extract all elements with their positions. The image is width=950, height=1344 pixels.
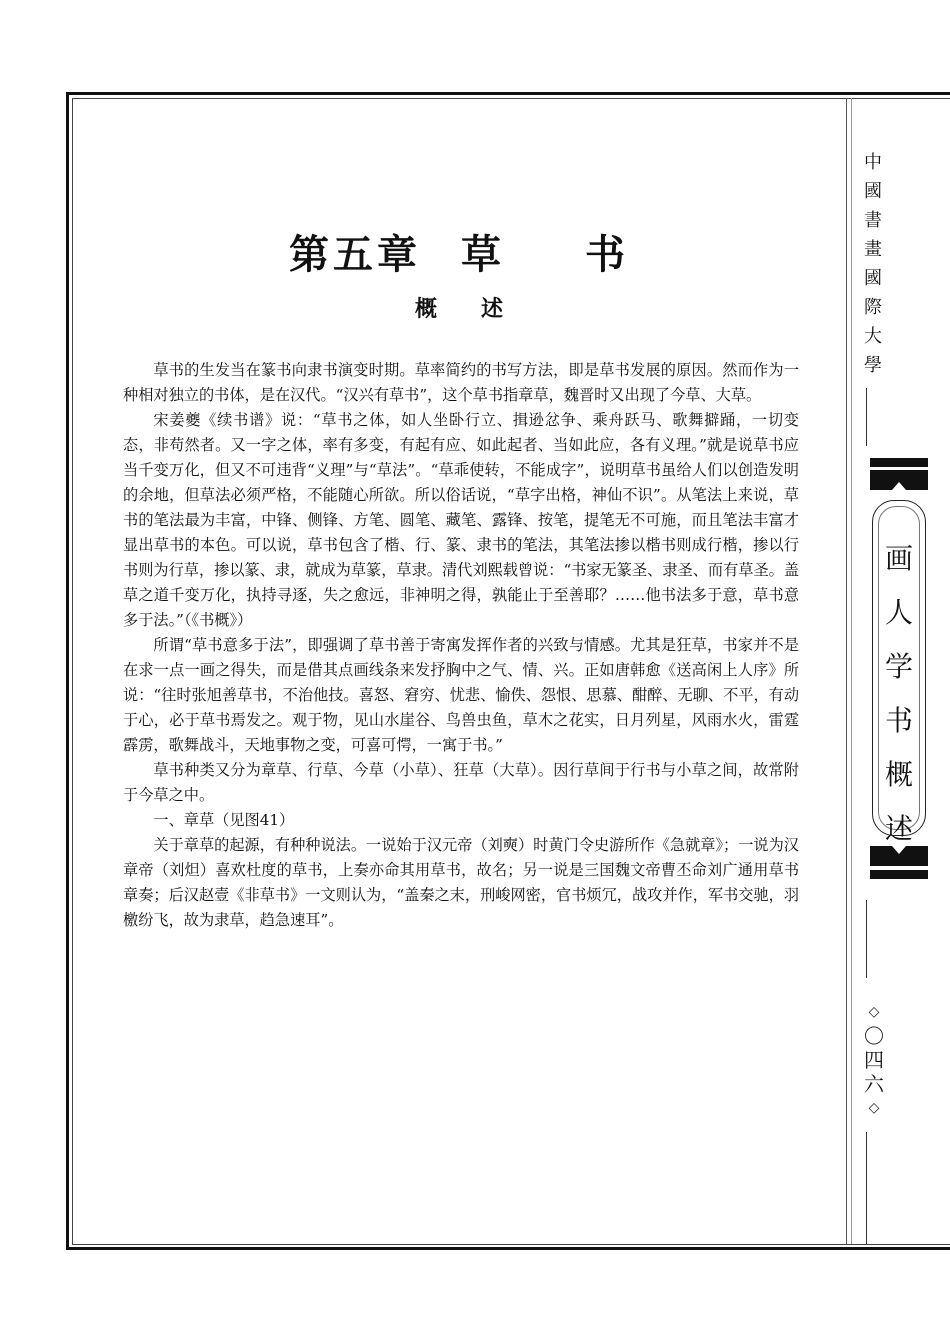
sidebar-divider [851,98,852,1244]
banner-title-char: 学 [884,650,913,683]
series-title-char: 國 [864,268,882,289]
paragraph: 所谓“草书意多于法”，即强调了草书善于寄寓发挥作者的兴致与情感。尤其是狂草，书家并不是在求一点一画之得失，而是借其点画线条来发抒胸中之气、情、兴。正如唐韩愈《送高闲上人序》所说：“往时张旭善草书，不治他技。喜怒、窘穷、忧悲、愉佚、怨恨、思慕、酣醉、无聊、不平，有动于心，必于草书焉发之。观于物，见山水崖谷、鸟兽虫鱼，草木之花实，日月列星，风雨水火，雷霆霹雳，歌舞战斗，天地事物之变，可喜可愕，一寓于书。” [123,636,800,754]
series-title-char: 中 [864,152,882,173]
banner-top-bar [870,458,928,467]
page-number-ornament: ◇ [868,1004,880,1020]
banner-bottom-cap [870,842,928,866]
series-title-char: 大 [864,326,882,347]
series-title-char: 書 [864,210,882,231]
paragraph: 草书种类又分为章草、行草、今草（小草）、狂草（大草）。因行草间于行书与小草之间，故常附于今草之中。 [123,761,799,804]
chapter-title-char: 书 [585,230,629,278]
chapter-title-char: 草 [461,230,505,278]
frame-inner-line [72,1244,950,1245]
banner-top-cap [870,470,928,494]
body-text [123,358,799,933]
banner-title-char: 书 [884,704,913,737]
series-title-char: 國 [864,181,882,202]
banner-title-char: 画 [884,542,913,575]
banner-title-char: 人 [884,596,913,629]
banner-bottom-bar [870,870,928,879]
sidebar-rule [866,900,867,978]
series-title-char: 畫 [864,239,882,260]
section-title: 概述 [414,296,547,322]
paragraph: 关于章草的起源，有种种说法。一说始于汉元帝（刘奭）时黄门令史游所作《急就章》；一说为汉章帝（刘炟）喜欢杜度的草书，上奏亦命其用草书，故名；另一说是三国魏文帝曹丕命刘广通用草书章奏；后汉赵壹《非草书》一文则认为，“盖秦之末，刑峻网密，官书烦冗，战攻并作，军书交驰，羽檄纷飞，故为隶草，趋急速耳”。 [123,836,800,929]
paragraph: 宋姜夔《续书谱》说：“草书之体，如人坐卧行立、揖逊忿争、乘舟跃马、歌舞擗踊，一切变态，非苟然者。又一字之体，率有多变，有起有应、如此起者、当如此应，各有义理。”就是说草书应当千变万化，但又不可违背“义理”与“草法”。“草乖使转，不能成字”，说明草书虽给人们以创造发明的余地，但草法必须严格，不能随心所欲。所以俗话说，“草字出格，神仙不识”。从笔法上来说，草书的笔法最为丰富，中锋、侧锋、方笔、圆笔、藏笔、露锋、按笔，提笔无不可施，而且笔法丰富才显出草书的本色。可以说，草书包含了楷、行、篆、隶书的笔法，其笔法掺以楷书则成行楷，掺以行书则为行草，掺以篆、隶，就成为草篆，草隶。清代刘熙载曾说：“书家无篆圣、隶圣、而有草圣。盖草之道千变万化，执持寻逐，失之愈远，非神明之得，孰能止于至善耶？……他书法多于意，草书意多于法。”（《书概》） [123,411,800,629]
subsection-heading: 一、章草（见图41） [153,811,295,829]
page-number-ornament: ◇ [868,1100,880,1116]
series-title-char: 學 [864,355,882,376]
chapter-number: 第五章 [289,230,421,278]
page-number-digit: 六 [864,1072,884,1096]
page-number-digit: 〇 [864,1024,884,1048]
paragraph: 草书的生发当在篆书向隶书演变时期。草率简约的书写方法，即是草书发展的原因。然而作为一种相对独立的书体，是在汉代。“汉兴有草书”，这个草书指章草，魏晋时又出现了今草、大草。 [123,361,799,404]
banner-title [872,532,926,856]
series-title [860,148,886,380]
page-number [860,1000,888,1120]
page-number-digit: 四 [864,1048,884,1072]
banner-title-char: 概 [884,758,913,791]
chapter-title [72,223,846,280]
sidebar-rule [866,388,867,446]
banner-title-char: 述 [884,812,913,845]
sidebar-divider [846,98,847,1244]
series-title-char: 際 [864,297,882,318]
frame-inner-line [72,98,950,99]
sidebar-rule [866,1132,867,1244]
